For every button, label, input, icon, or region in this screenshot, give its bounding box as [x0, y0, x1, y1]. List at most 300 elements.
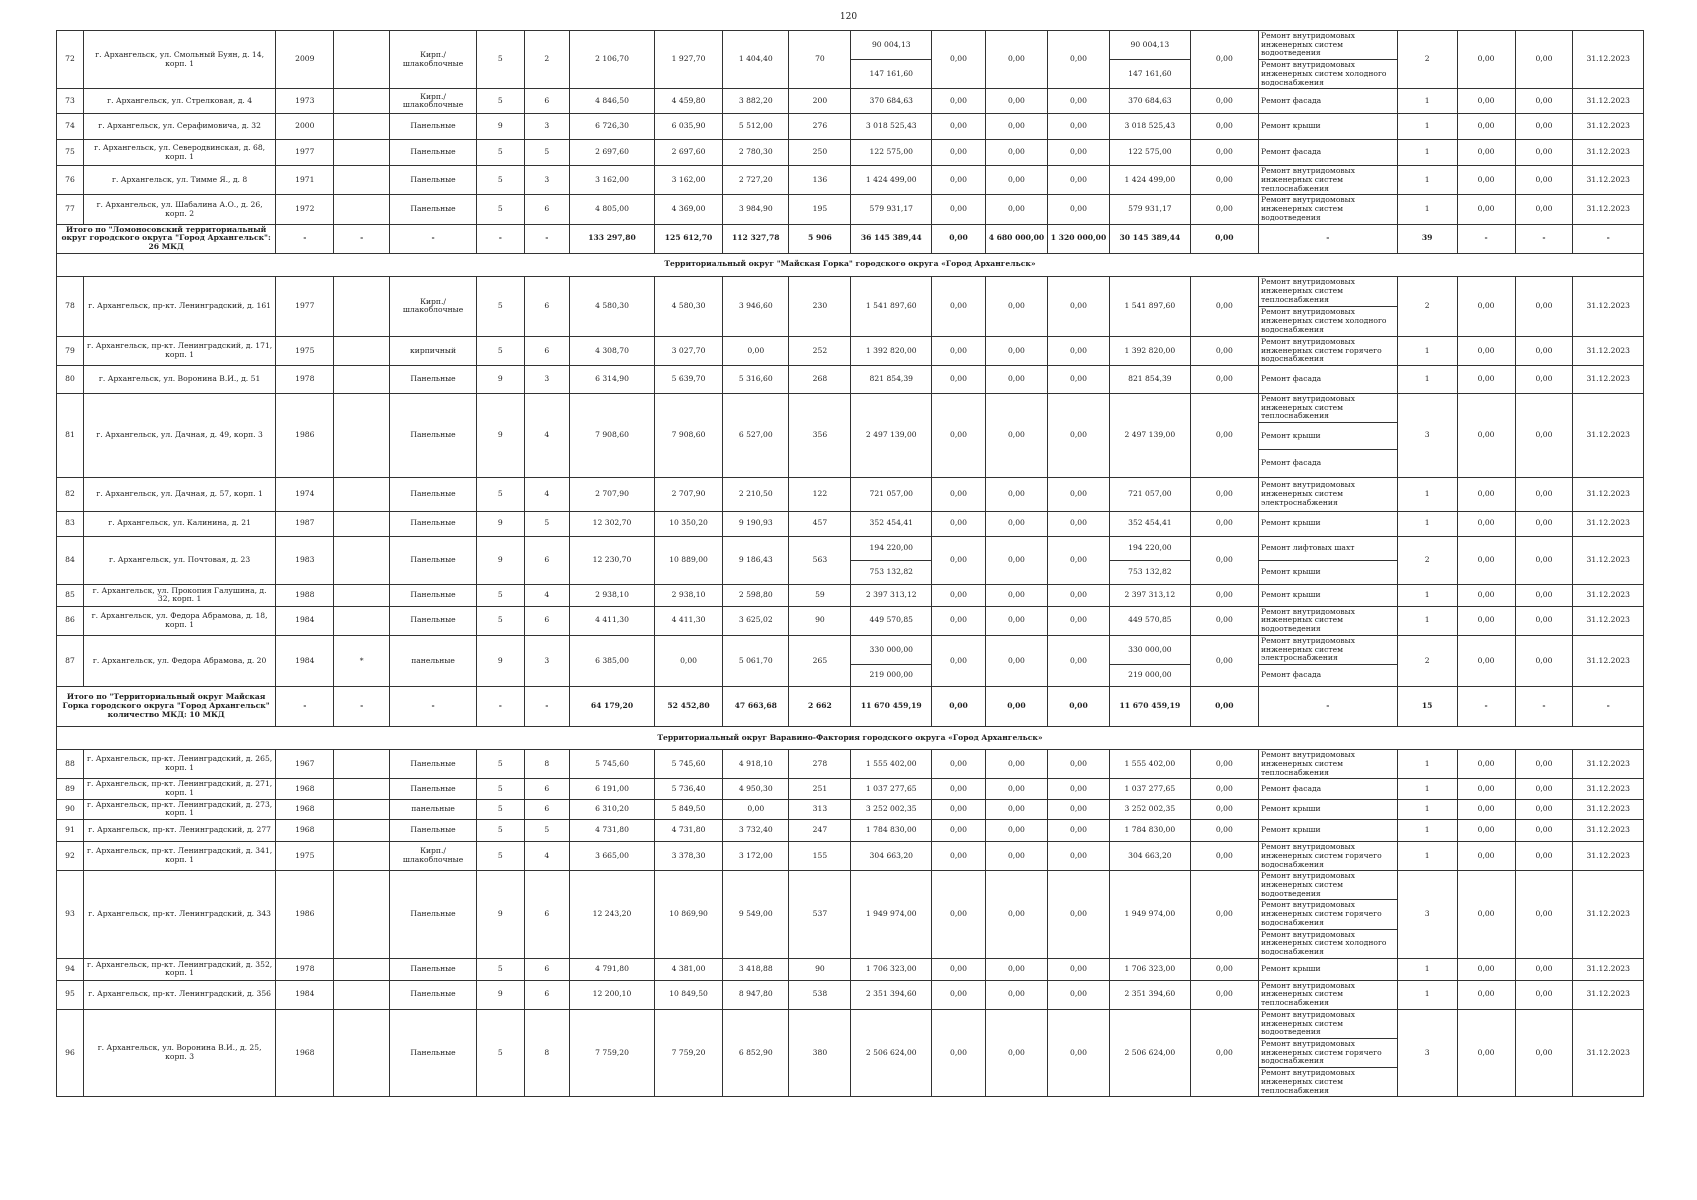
work-name: Ремонт внутридомовых инженерных систем теплоснабжения — [1258, 1068, 1397, 1097]
address: г. Архангельск, пр-кт. Ленинградский, д. 273, корп. 1 — [83, 799, 275, 819]
residential-area: 2 210,50 — [723, 477, 789, 511]
extra-mark — [334, 140, 390, 166]
fund-regional: 0,00 — [985, 606, 1047, 635]
work-name: Ремонт внутридомовых инженерных систем водоотведения — [1258, 871, 1397, 900]
floors: 5 — [476, 89, 524, 114]
specific-cost-1: 0,00 — [1457, 536, 1515, 584]
table-row — [57, 799, 1644, 819]
fund-other: 0,00 — [1190, 606, 1258, 635]
work-count: 1 — [1397, 842, 1457, 871]
completion-date: 31.12.2023 — [1573, 1009, 1644, 1096]
floors: 5 — [476, 336, 524, 365]
total-dash: - — [276, 224, 334, 253]
fund-owners: 2 351 394,60 — [1110, 980, 1191, 1009]
entrances: 3 — [524, 635, 570, 686]
completion-date: 31.12.2023 — [1573, 31, 1644, 89]
completion-date: 31.12.2023 — [1573, 799, 1644, 819]
fund-other: 0,00 — [1190, 799, 1258, 819]
total-area-sum: 64 179,20 — [570, 687, 655, 727]
build-year: 1968 — [276, 779, 334, 799]
residential-area: 2 727,20 — [723, 166, 789, 195]
residential-area: 3 172,00 — [723, 842, 789, 871]
total-area: 5 745,60 — [570, 750, 655, 779]
build-year: 1986 — [276, 871, 334, 958]
row-number: 93 — [57, 871, 84, 958]
work-name: Ремонт фасада — [1258, 89, 1397, 114]
fund-local: 0,00 — [1047, 511, 1109, 536]
work-cost-sum: 11 670 459,19 — [851, 687, 932, 727]
row-number: 85 — [57, 584, 84, 606]
work-count: 1 — [1397, 195, 1457, 224]
fund-owners: 90 004,13 — [1110, 31, 1191, 60]
work-name: Ремонт внутридомовых инженерных систем холодного водоснабжения — [1258, 306, 1397, 336]
living-area: 10 869,90 — [654, 871, 722, 958]
fund-other: 0,00 — [1190, 336, 1258, 365]
wall-material: Панельные — [390, 140, 477, 166]
total-dash: - — [524, 687, 570, 727]
fund-other: 0,00 — [1190, 635, 1258, 686]
address: г. Архангельск, пр-кт. Ленинградский, д. 271, корп. 1 — [83, 779, 275, 799]
work-cost: 1 392 820,00 — [851, 336, 932, 365]
fund-local: 0,00 — [1047, 114, 1109, 140]
entrances: 6 — [524, 980, 570, 1009]
residential-area: 2 780,30 — [723, 140, 789, 166]
entrances: 5 — [524, 820, 570, 842]
work-count: 2 — [1397, 536, 1457, 584]
specific-cost-2: 0,00 — [1515, 871, 1573, 958]
specific-cost-1: 0,00 — [1457, 393, 1515, 477]
work-cost: 3 018 525,43 — [851, 114, 932, 140]
specific-cost-1: 0,00 — [1457, 31, 1515, 89]
total-dash: - — [276, 687, 334, 727]
residential-area: 3 625,02 — [723, 606, 789, 635]
residents: 276 — [789, 114, 851, 140]
residents-sum: 5 906 — [789, 224, 851, 253]
entrances: 3 — [524, 365, 570, 393]
total-dash: - — [334, 687, 390, 727]
fund-other: 0,00 — [1190, 89, 1258, 114]
residents: 380 — [789, 1009, 851, 1096]
fund-other: 0,00 — [1190, 31, 1258, 89]
table-row — [57, 980, 1644, 1009]
work-cost: 1 424 499,00 — [851, 166, 932, 195]
living-area-sum: 125 612,70 — [654, 224, 722, 253]
work-cost-sum: 36 145 389,44 — [851, 224, 932, 253]
address: г. Архангельск, ул. Дачная, д. 49, корп. 3 — [83, 393, 275, 477]
residents: 90 — [789, 958, 851, 980]
floors: 9 — [476, 393, 524, 477]
specific-cost-1: 0,00 — [1457, 750, 1515, 779]
work-name: Ремонт лифтовых шахт — [1258, 536, 1397, 560]
address: г. Архангельск, ул. Воронина В.И., д. 51 — [83, 365, 275, 393]
total-area: 2 707,90 — [570, 477, 655, 511]
specific-cost-1: 0,00 — [1457, 871, 1515, 958]
specific-cost-1: 0,00 — [1457, 842, 1515, 871]
fund-local: 0,00 — [1047, 393, 1109, 477]
fund-federal: 0,00 — [932, 779, 986, 799]
fund-local: 0,00 — [1047, 820, 1109, 842]
row-number: 90 — [57, 799, 84, 819]
work-count: 1 — [1397, 114, 1457, 140]
work-cost: 330 000,00 — [851, 635, 932, 664]
fund-other: 0,00 — [1190, 820, 1258, 842]
work-count: 3 — [1397, 393, 1457, 477]
residents: 252 — [789, 336, 851, 365]
total-area: 3 162,00 — [570, 166, 655, 195]
completion-date: 31.12.2023 — [1573, 820, 1644, 842]
total-area: 6 191,00 — [570, 779, 655, 799]
work-name: Ремонт фасада — [1258, 779, 1397, 799]
specific-cost-2: 0,00 — [1515, 393, 1573, 477]
extra-mark — [334, 1009, 390, 1096]
residents: 136 — [789, 166, 851, 195]
living-area: 4 459,80 — [654, 89, 722, 114]
work-cost: 1 784 830,00 — [851, 820, 932, 842]
specific-cost-1: 0,00 — [1457, 1009, 1515, 1096]
floors: 5 — [476, 842, 524, 871]
entrances: 2 — [524, 31, 570, 89]
entrances: 6 — [524, 958, 570, 980]
build-year: 1972 — [276, 195, 334, 224]
completion-date: 31.12.2023 — [1573, 336, 1644, 365]
entrances: 4 — [524, 393, 570, 477]
fund-federal: 0,00 — [932, 166, 986, 195]
specific-cost-1: 0,00 — [1457, 779, 1515, 799]
address: г. Архангельск, ул. Серафимовича, д. 32 — [83, 114, 275, 140]
fund-local: 0,00 — [1047, 536, 1109, 584]
residents: 247 — [789, 820, 851, 842]
specific-cost-2: 0,00 — [1515, 365, 1573, 393]
total-dash: - — [1457, 687, 1515, 727]
completion-date: 31.12.2023 — [1573, 195, 1644, 224]
living-area: 3 027,70 — [654, 336, 722, 365]
wall-material: Панельные — [390, 1009, 477, 1096]
fund-local: 0,00 — [1047, 779, 1109, 799]
work-cost: 1 949 974,00 — [851, 871, 932, 958]
total-dash: - — [1573, 687, 1644, 727]
entrances: 6 — [524, 195, 570, 224]
total-dash: - — [390, 687, 477, 727]
living-area: 4 580,30 — [654, 276, 722, 336]
fund-owners: 1 555 402,00 — [1110, 750, 1191, 779]
section-header-row — [57, 253, 1644, 276]
work-name: Ремонт внутридомовых инженерных систем горячего водоснабжения — [1258, 1039, 1397, 1068]
total-area: 3 665,00 — [570, 842, 655, 871]
living-area: 4 731,80 — [654, 820, 722, 842]
fund-regional: 0,00 — [985, 958, 1047, 980]
specific-cost-2: 0,00 — [1515, 89, 1573, 114]
address: г. Архангельск, пр-кт. Ленинградский, д. 265, корп. 1 — [83, 750, 275, 779]
extra-mark — [334, 276, 390, 336]
total-area: 6 310,20 — [570, 799, 655, 819]
fund-federal: 0,00 — [932, 536, 986, 584]
fund-regional: 0,00 — [985, 336, 1047, 365]
fund-local-sum: 1 320 000,00 — [1047, 224, 1109, 253]
wall-material: Панельные — [390, 606, 477, 635]
table-row — [57, 336, 1644, 365]
living-area: 7 908,60 — [654, 393, 722, 477]
address: г. Архангельск, ул. Воронина В.И., д. 25, корп. 3 — [83, 1009, 275, 1096]
fund-local: 0,00 — [1047, 336, 1109, 365]
fund-owners: 3 252 002,35 — [1110, 799, 1191, 819]
wall-material: Кирп./ шлакоблочные — [390, 842, 477, 871]
specific-cost-2: 0,00 — [1515, 1009, 1573, 1096]
completion-date: 31.12.2023 — [1573, 114, 1644, 140]
total-dash: - — [476, 224, 524, 253]
wall-material: панельные — [390, 799, 477, 819]
completion-date: 31.12.2023 — [1573, 842, 1644, 871]
fund-regional: 0,00 — [985, 393, 1047, 477]
total-area: 6 726,30 — [570, 114, 655, 140]
wall-material: Панельные — [390, 393, 477, 477]
address: г. Архангельск, пр-кт. Ленинградский, д. 277 — [83, 820, 275, 842]
address: г. Архангельск, пр-кт. Ленинградский, д. 352, корп. 1 — [83, 958, 275, 980]
residents: 122 — [789, 477, 851, 511]
floors: 9 — [476, 980, 524, 1009]
fund-federal: 0,00 — [932, 511, 986, 536]
floors: 5 — [476, 276, 524, 336]
table-row — [57, 393, 1644, 422]
extra-mark — [334, 750, 390, 779]
table-row — [57, 635, 1644, 664]
total-area: 4 791,80 — [570, 958, 655, 980]
fund-other: 0,00 — [1190, 393, 1258, 477]
work-count: 2 — [1397, 276, 1457, 336]
address: г. Архангельск, пр-кт. Ленинградский, д. 356 — [83, 980, 275, 1009]
fund-other: 0,00 — [1190, 166, 1258, 195]
table-row — [57, 477, 1644, 511]
work-cost: 2 397 313,12 — [851, 584, 932, 606]
work-name: Ремонт внутридомовых инженерных систем электроснабжения — [1258, 635, 1397, 664]
fund-owners: 753 132,82 — [1110, 560, 1191, 584]
fund-local-sum: 0,00 — [1047, 687, 1109, 727]
wall-material: Кирп./ шлакоблочные — [390, 89, 477, 114]
build-year: 1975 — [276, 336, 334, 365]
residential-area-sum: 47 663,68 — [723, 687, 789, 727]
living-area: 4 369,00 — [654, 195, 722, 224]
work-name: Ремонт крыши — [1258, 511, 1397, 536]
build-year: 1968 — [276, 1009, 334, 1096]
fund-owners: 370 684,63 — [1110, 89, 1191, 114]
residential-area: 2 598,80 — [723, 584, 789, 606]
fund-federal: 0,00 — [932, 842, 986, 871]
wall-material: Панельные — [390, 114, 477, 140]
work-name: Ремонт внутридомовых инженерных систем теплоснабжения — [1258, 750, 1397, 779]
fund-federal: 0,00 — [932, 871, 986, 958]
row-number: 81 — [57, 393, 84, 477]
entrances: 4 — [524, 477, 570, 511]
residents: 251 — [789, 779, 851, 799]
row-number: 95 — [57, 980, 84, 1009]
table-row — [57, 842, 1644, 871]
build-year: 1977 — [276, 276, 334, 336]
living-area: 5 639,70 — [654, 365, 722, 393]
work-name: Ремонт крыши — [1258, 423, 1397, 450]
fund-federal: 0,00 — [932, 635, 986, 686]
build-year: 2009 — [276, 31, 334, 89]
work-count-sum: 15 — [1397, 687, 1457, 727]
section-header-row — [57, 727, 1644, 750]
row-number: 78 — [57, 276, 84, 336]
work-count: 3 — [1397, 1009, 1457, 1096]
fund-regional: 0,00 — [985, 31, 1047, 89]
fund-federal: 0,00 — [932, 477, 986, 511]
total-label: Итого по "Ломоносовский территориальный округ городского округа "Город Архангельск": 26 МКД — [57, 224, 276, 253]
living-area: 5 745,60 — [654, 750, 722, 779]
fund-owners: 1 706 323,00 — [1110, 958, 1191, 980]
living-area: 4 381,00 — [654, 958, 722, 980]
living-area-sum: 52 452,80 — [654, 687, 722, 727]
address: г. Архангельск, ул. Федора Абрамова, д. 20 — [83, 635, 275, 686]
table-row — [57, 536, 1644, 560]
extra-mark — [334, 871, 390, 958]
fund-local: 0,00 — [1047, 750, 1109, 779]
total-area: 4 580,30 — [570, 276, 655, 336]
table-row — [57, 276, 1644, 306]
build-year: 1968 — [276, 799, 334, 819]
fund-federal: 0,00 — [932, 140, 986, 166]
work-cost: 370 684,63 — [851, 89, 932, 114]
build-year: 1988 — [276, 584, 334, 606]
work-count: 1 — [1397, 89, 1457, 114]
row-number: 92 — [57, 842, 84, 871]
fund-federal: 0,00 — [932, 606, 986, 635]
floors: 5 — [476, 958, 524, 980]
specific-cost-2: 0,00 — [1515, 195, 1573, 224]
address: г. Архангельск, ул. Калинина, д. 21 — [83, 511, 275, 536]
address: г. Архангельск, пр-кт. Ленинградский, д. 171, корп. 1 — [83, 336, 275, 365]
work-count: 2 — [1397, 635, 1457, 686]
specific-cost-1: 0,00 — [1457, 477, 1515, 511]
extra-mark — [334, 980, 390, 1009]
floors: 5 — [476, 820, 524, 842]
floors: 5 — [476, 799, 524, 819]
residential-area: 6 852,90 — [723, 1009, 789, 1096]
table-row — [57, 31, 1644, 60]
entrances: 6 — [524, 536, 570, 584]
floors: 5 — [476, 584, 524, 606]
residential-area: 9 190,93 — [723, 511, 789, 536]
entrances: 6 — [524, 606, 570, 635]
specific-cost-2: 0,00 — [1515, 606, 1573, 635]
build-year: 1975 — [276, 842, 334, 871]
fund-regional: 0,00 — [985, 799, 1047, 819]
work-name: Ремонт фасада — [1258, 450, 1397, 477]
wall-material: Панельные — [390, 871, 477, 958]
fund-regional: 0,00 — [985, 871, 1047, 958]
fund-owners: 1 392 820,00 — [1110, 336, 1191, 365]
fund-owners: 579 931,17 — [1110, 195, 1191, 224]
fund-other: 0,00 — [1190, 584, 1258, 606]
fund-local: 0,00 — [1047, 980, 1109, 1009]
residential-area: 3 946,60 — [723, 276, 789, 336]
fund-local: 0,00 — [1047, 871, 1109, 958]
row-number: 91 — [57, 820, 84, 842]
fund-owners: 1 541 897,60 — [1110, 276, 1191, 336]
specific-cost-1: 0,00 — [1457, 511, 1515, 536]
build-year: 1971 — [276, 166, 334, 195]
address: г. Архангельск, ул. Федора Абрамова, д. 18, корп. 1 — [83, 606, 275, 635]
living-area: 4 411,30 — [654, 606, 722, 635]
floors: 5 — [476, 606, 524, 635]
specific-cost-2: 0,00 — [1515, 31, 1573, 89]
wall-material: Панельные — [390, 477, 477, 511]
residential-area: 9 186,43 — [723, 536, 789, 584]
fund-local: 0,00 — [1047, 89, 1109, 114]
row-number: 72 — [57, 31, 84, 89]
fund-local: 0,00 — [1047, 166, 1109, 195]
residents: 538 — [789, 980, 851, 1009]
fund-federal: 0,00 — [932, 365, 986, 393]
entrances: 4 — [524, 584, 570, 606]
living-area: 2 938,10 — [654, 584, 722, 606]
total-area: 12 200,10 — [570, 980, 655, 1009]
fund-regional: 0,00 — [985, 166, 1047, 195]
fund-local: 0,00 — [1047, 276, 1109, 336]
total-dash: - — [334, 224, 390, 253]
entrances: 4 — [524, 842, 570, 871]
work-name: Ремонт внутридомовых инженерных систем холодного водоснабжения — [1258, 929, 1397, 958]
work-name: Ремонт фасада — [1258, 665, 1397, 687]
work-count: 1 — [1397, 365, 1457, 393]
specific-cost-2: 0,00 — [1515, 536, 1573, 584]
residents: 200 — [789, 89, 851, 114]
specific-cost-2: 0,00 — [1515, 980, 1573, 1009]
completion-date: 31.12.2023 — [1573, 584, 1644, 606]
fund-other: 0,00 — [1190, 871, 1258, 958]
extra-mark — [334, 393, 390, 477]
entrances: 8 — [524, 750, 570, 779]
total-dash: - — [476, 687, 524, 727]
work-cost: 2 351 394,60 — [851, 980, 932, 1009]
fund-other: 0,00 — [1190, 477, 1258, 511]
specific-cost-2: 0,00 — [1515, 477, 1573, 511]
specific-cost-2: 0,00 — [1515, 511, 1573, 536]
entrances: 6 — [524, 336, 570, 365]
work-cost: 1 541 897,60 — [851, 276, 932, 336]
fund-owners: 2 506 624,00 — [1110, 1009, 1191, 1096]
fund-regional: 0,00 — [985, 140, 1047, 166]
table-row — [57, 140, 1644, 166]
fund-owners: 821 854,39 — [1110, 365, 1191, 393]
floors: 9 — [476, 511, 524, 536]
total-area: 2 938,10 — [570, 584, 655, 606]
table-row — [57, 511, 1644, 536]
wall-material: Кирп./ шлакоблочные — [390, 276, 477, 336]
residential-area: 5 512,00 — [723, 114, 789, 140]
entrances: 6 — [524, 871, 570, 958]
total-dash: - — [1258, 224, 1397, 253]
work-count: 1 — [1397, 477, 1457, 511]
specific-cost-1: 0,00 — [1457, 114, 1515, 140]
address: г. Архангельск, пр-кт. Ленинградский, д. 343 — [83, 871, 275, 958]
build-year: 1973 — [276, 89, 334, 114]
work-name: Ремонт крыши — [1258, 958, 1397, 980]
specific-cost-2: 0,00 — [1515, 779, 1573, 799]
fund-regional-sum: 0,00 — [985, 687, 1047, 727]
fund-other: 0,00 — [1190, 980, 1258, 1009]
floors: 5 — [476, 779, 524, 799]
specific-cost-1: 0,00 — [1457, 584, 1515, 606]
fund-other: 0,00 — [1190, 276, 1258, 336]
capital-repair-table — [56, 30, 1644, 1097]
fund-other-sum: 0,00 — [1190, 687, 1258, 727]
specific-cost-1: 0,00 — [1457, 276, 1515, 336]
total-row — [57, 224, 1644, 253]
work-cost: 219 000,00 — [851, 665, 932, 687]
fund-owners: 449 570,85 — [1110, 606, 1191, 635]
residential-area: 0,00 — [723, 336, 789, 365]
